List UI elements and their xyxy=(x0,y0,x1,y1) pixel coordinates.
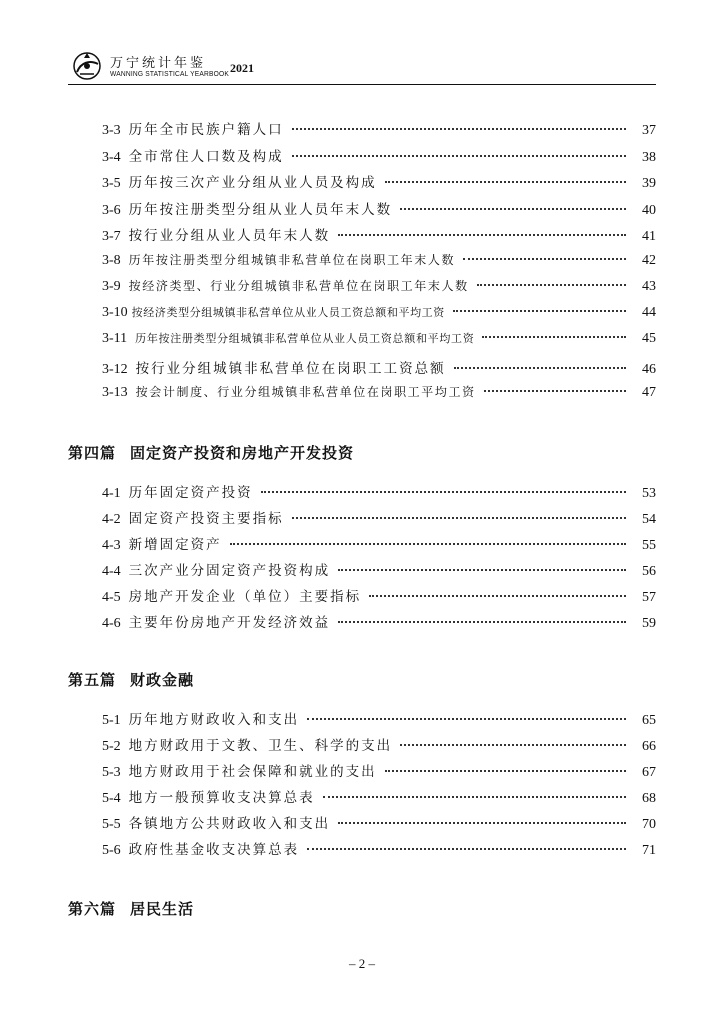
toc-entry[interactable] xyxy=(102,198,656,220)
chapter-title: 居民生活 xyxy=(130,900,195,918)
entry-page: 67 xyxy=(642,765,656,780)
entry-page: 65 xyxy=(642,713,656,728)
dot-leader xyxy=(292,517,626,519)
entry-title: 各镇地方公共财政收入和支出 xyxy=(128,816,331,832)
toc-entry[interactable] xyxy=(102,304,656,326)
entry-page: 55 xyxy=(642,538,656,553)
toc-entry[interactable] xyxy=(102,145,656,167)
page-number: – 2 – xyxy=(349,956,375,971)
entry-number: 3-13 xyxy=(102,385,128,400)
entry-page: 54 xyxy=(642,512,656,527)
entry-number: 4-4 xyxy=(102,564,121,579)
entry-title: 历年按注册类型分组城镇非私营单位在岗职工年末人数 xyxy=(128,252,456,267)
chapter-title: 固定资产投资和房地产开发投资 xyxy=(130,444,355,462)
entry-page: 40 xyxy=(642,202,656,218)
entry-number: 3-11 xyxy=(102,331,128,346)
entry-title: 历年按三次产业分组从业人员及构成 xyxy=(128,175,377,191)
entry-number: 4-3 xyxy=(102,538,121,553)
entry-page: 43 xyxy=(642,279,656,294)
toc-entry[interactable] xyxy=(102,277,656,299)
entry-number: 3-3 xyxy=(102,123,121,138)
entry-number: 3-12 xyxy=(102,361,128,377)
entry-number: 4-6 xyxy=(102,616,121,631)
dot-leader xyxy=(453,310,626,312)
entry-number: 3-5 xyxy=(102,176,121,191)
entry-page: 57 xyxy=(642,590,656,605)
toc-entry[interactable] xyxy=(102,251,656,273)
entry-page: 41 xyxy=(642,229,656,244)
entry-number: 3-4 xyxy=(102,149,121,165)
chapter-title: 财政金融 xyxy=(130,671,195,689)
entry-number: 3-8 xyxy=(102,252,121,268)
toc-entry[interactable] xyxy=(102,481,656,503)
entry-page: 46 xyxy=(642,361,656,377)
dot-leader xyxy=(307,848,626,850)
dot-leader xyxy=(385,181,626,183)
entry-title: 新增固定资产 xyxy=(128,537,222,553)
entry-title: 按行业分组城镇非私营单位在岗职工工资总额 xyxy=(135,360,446,377)
entry-number: 3-9 xyxy=(102,279,121,294)
entry-title: 全市常住人口数及构成 xyxy=(128,148,284,165)
toc-entry[interactable] xyxy=(102,559,656,581)
entry-page: 71 xyxy=(642,843,656,858)
entry-title: 按经济类型、行业分组城镇非私营单位在岗职工年末人数 xyxy=(128,279,469,293)
toc-entry[interactable] xyxy=(102,330,656,352)
dot-leader xyxy=(338,621,626,623)
dot-leader xyxy=(292,128,626,130)
entry-number: 3-7 xyxy=(102,229,121,244)
toc-entry[interactable] xyxy=(102,786,656,808)
entry-number: 4-5 xyxy=(102,590,121,605)
toc-entry[interactable] xyxy=(102,611,656,633)
dot-leader xyxy=(400,208,626,210)
toc-entry[interactable] xyxy=(102,812,656,834)
toc-entry[interactable] xyxy=(102,224,656,246)
toc-entry[interactable] xyxy=(102,838,656,860)
toc-entry[interactable] xyxy=(102,760,656,782)
toc-entry[interactable] xyxy=(102,383,656,405)
toc-entry[interactable] xyxy=(102,118,656,140)
yearbook-year: 2021 xyxy=(230,61,254,75)
dot-leader xyxy=(477,284,626,286)
entry-title: 历年全市民族户籍人口 xyxy=(128,122,284,138)
dot-leader xyxy=(482,336,626,338)
entry-title: 历年按注册类型分组城镇非私营单位从业人员工资总额和平均工资 xyxy=(135,332,475,345)
entry-page: 39 xyxy=(642,176,656,191)
dot-leader xyxy=(385,770,626,772)
entry-number: 3-10 xyxy=(102,304,128,320)
toc-entry[interactable] xyxy=(102,357,656,379)
chapter-heading-5 xyxy=(68,669,194,690)
entry-title: 固定资产投资主要指标 xyxy=(128,511,284,527)
toc-entry[interactable] xyxy=(102,734,656,756)
entry-page: 68 xyxy=(642,791,656,806)
dot-leader xyxy=(261,491,626,493)
entry-title: 历年地方财政收入和支出 xyxy=(128,712,300,728)
dot-leader xyxy=(338,569,626,571)
toc-entry[interactable] xyxy=(102,708,656,730)
dot-leader xyxy=(292,155,626,157)
entry-page: 56 xyxy=(642,564,656,579)
chapter-heading-6 xyxy=(68,898,194,919)
entry-page: 44 xyxy=(642,304,656,320)
entry-title: 历年固定资产投资 xyxy=(128,485,253,501)
entry-title: 按行业分组从业人员年末人数 xyxy=(128,228,331,244)
entry-number: 5-6 xyxy=(102,843,121,858)
dot-leader xyxy=(323,796,626,798)
toc-entry[interactable] xyxy=(102,171,656,193)
entry-page: 59 xyxy=(642,616,656,631)
entry-page: 37 xyxy=(642,123,656,138)
entry-title: 地方财政用于文教、卫生、科学的支出 xyxy=(128,738,393,754)
entry-page: 38 xyxy=(642,149,656,165)
yearbook-logo-icon xyxy=(68,50,106,84)
entry-page: 45 xyxy=(642,331,656,346)
entry-title: 按会计制度、行业分组城镇非私营单位在岗职工平均工资 xyxy=(135,385,476,399)
entry-number: 4-2 xyxy=(102,512,121,527)
entry-number: 4-1 xyxy=(102,486,121,501)
dot-leader xyxy=(230,543,626,545)
entry-title: 地方财政用于社会保障和就业的支出 xyxy=(128,764,377,780)
entry-title: 按经济类型分组城镇非私营单位从业人员工资总额和平均工资 xyxy=(131,305,445,319)
entry-title: 房地产开发企业（单位）主要指标 xyxy=(128,589,362,605)
entry-page: 47 xyxy=(642,385,656,400)
dot-leader xyxy=(400,744,626,746)
entry-page: 70 xyxy=(642,817,656,832)
chapter-number: 第六篇 xyxy=(68,900,117,918)
entry-page: 53 xyxy=(642,486,656,501)
entry-page: 42 xyxy=(642,252,656,268)
chapter-number: 第四篇 xyxy=(68,444,117,462)
dot-leader xyxy=(454,367,626,369)
dot-leader xyxy=(369,595,626,597)
header-rule xyxy=(68,84,656,85)
toc-entry[interactable] xyxy=(102,507,656,529)
dot-leader xyxy=(307,718,626,720)
entry-page: 66 xyxy=(642,739,656,754)
entry-title: 地方一般预算收支决算总表 xyxy=(128,790,315,806)
yearbook-header xyxy=(68,50,308,86)
dot-leader xyxy=(463,258,626,260)
entry-title: 政府性基金收支决算总表 xyxy=(128,842,300,858)
yearbook-title: 万宁统计年鉴 xyxy=(110,56,207,71)
entry-number: 5-1 xyxy=(102,713,121,728)
chapter-number: 第五篇 xyxy=(68,671,117,689)
dot-leader xyxy=(484,390,626,392)
dot-leader xyxy=(338,822,626,824)
toc-entry[interactable] xyxy=(102,533,656,555)
entry-number: 3-6 xyxy=(102,202,121,218)
chapter-heading-4 xyxy=(68,442,354,463)
toc-entry[interactable] xyxy=(102,585,656,607)
yearbook-subtitle: WANNING STATISTICAL YEARBOOK xyxy=(110,71,230,78)
entry-title: 三次产业分固定资产投资构成 xyxy=(128,563,331,579)
entry-number: 5-5 xyxy=(102,817,121,832)
entry-number: 5-3 xyxy=(102,765,121,780)
entry-title: 历年按注册类型分组从业人员年末人数 xyxy=(128,201,393,218)
entry-title: 主要年份房地产开发经济效益 xyxy=(128,615,331,631)
entry-number: 5-4 xyxy=(102,791,121,806)
dot-leader xyxy=(338,234,626,236)
entry-number: 5-2 xyxy=(102,739,121,754)
